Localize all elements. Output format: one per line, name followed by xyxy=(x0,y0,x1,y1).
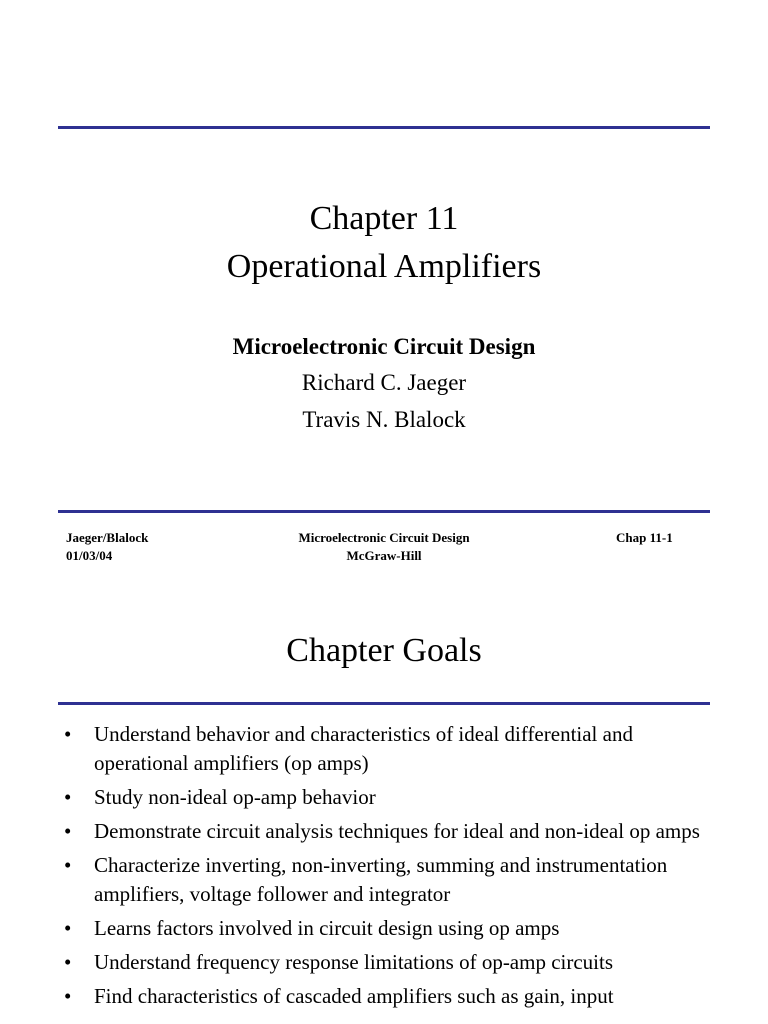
list-item xyxy=(64,914,714,943)
goals-rule xyxy=(58,702,710,705)
author-blalock: Travis N. Blalock xyxy=(302,407,466,432)
list-item xyxy=(64,948,714,977)
bullet-icon: • xyxy=(64,785,72,809)
footer-publisher: McGraw-Hill xyxy=(346,548,422,563)
list-item xyxy=(64,982,714,1011)
goal-text: Find characteristics of cascaded amplifiers such as gain, input xyxy=(94,984,614,1008)
goals-title: Chapter Goals xyxy=(286,632,482,669)
chapter-name-title: Operational Amplifiers xyxy=(226,248,542,285)
list-item xyxy=(64,783,714,812)
footer-authors: Jaeger/Blalock xyxy=(66,530,149,545)
goals-list xyxy=(64,720,714,1016)
top-rule xyxy=(58,126,710,129)
bullet-icon: • xyxy=(64,950,72,974)
list-item xyxy=(64,851,714,909)
goal-text: Study non-ideal op-amp behavior xyxy=(94,785,376,809)
footer-page-number: Chap 11-1 xyxy=(616,530,673,545)
goal-text: Demonstrate circuit analysis techniques for ideal and non-ideal op amps xyxy=(94,819,700,843)
bullet-icon: • xyxy=(64,722,72,746)
book-title: Microelectronic Circuit Design xyxy=(232,334,536,359)
bullet-icon: • xyxy=(64,819,72,843)
goal-text: Understand behavior and characteristics of ideal differential and operational amplifiers (op amps) xyxy=(94,722,633,775)
footer-center xyxy=(234,529,534,565)
chapter-number-title: Chapter 11 xyxy=(309,200,459,237)
author-jaeger: Richard C. Jaeger xyxy=(301,370,467,395)
goal-text: Learns factors involved in circuit design using op amps xyxy=(94,916,560,940)
bullet-icon: • xyxy=(64,984,72,1008)
footer-left xyxy=(66,529,148,565)
bullet-icon: • xyxy=(64,853,72,877)
goal-text: Understand frequency response limitations of op-amp circuits xyxy=(94,950,614,974)
footer-book-title: Microelectronic Circuit Design xyxy=(298,530,470,545)
footer-rule xyxy=(58,510,710,513)
bullet-icon: • xyxy=(64,916,72,940)
footer-right xyxy=(616,529,673,547)
list-item xyxy=(64,720,714,778)
list-item xyxy=(64,817,714,846)
footer-date: 01/03/04 xyxy=(66,548,113,563)
goal-text: Characterize inverting, non-inverting, summing and instrumentation amplifiers, voltage follower and integrator xyxy=(94,853,668,906)
